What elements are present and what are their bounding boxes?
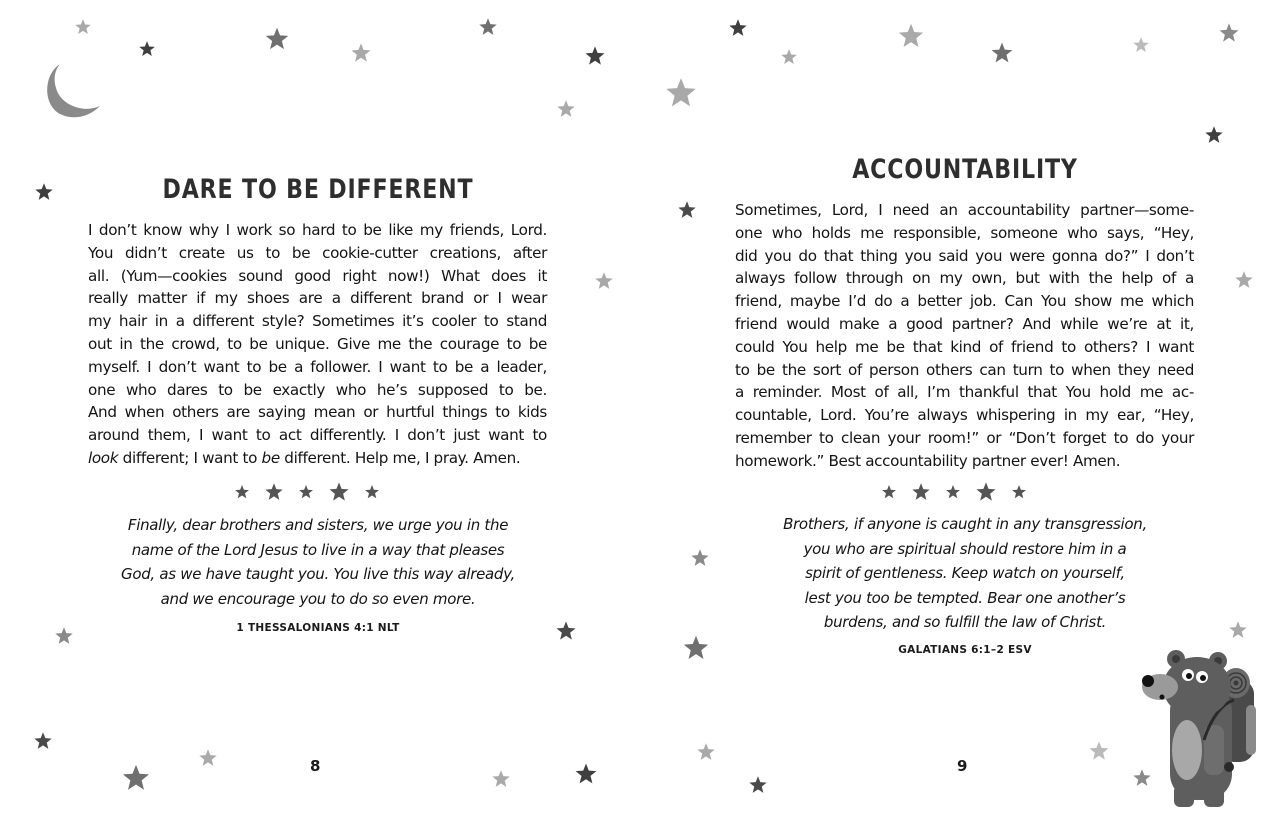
star-icon [911, 482, 931, 502]
star-icon [690, 548, 710, 568]
star-divider [234, 481, 380, 503]
body-line: friend, maybe I’d do a better job. Can You show me which [735, 292, 1194, 311]
body-line: could You help me be that kind of friend to others? I want [735, 337, 1194, 356]
star-icon [1204, 125, 1224, 145]
verse-line: Brothers, if anyone is caught in any transgression, [783, 515, 1147, 533]
body-line: I don’t know why I work so hard to be like my friends, Lord. [88, 221, 547, 239]
star-icon [975, 481, 997, 503]
moon-icon [40, 58, 104, 122]
scripture-reference: 1 THESSALONIANS 4:1 NLT [236, 622, 400, 634]
scripture-verse [735, 512, 1195, 635]
star-icon [1228, 620, 1248, 640]
bear-with-backpack-illustration [1142, 645, 1262, 810]
body-line: remember to clean your room!” or “Don’t forget to do your [735, 428, 1194, 447]
body-fragment: different; I want to [118, 448, 262, 467]
star-icon [556, 99, 576, 119]
body-line: And when others are saying mean or hurtful things to kids [88, 403, 547, 422]
star-icon [945, 484, 961, 500]
page-number: 9 [957, 757, 968, 775]
star-icon [350, 42, 372, 64]
star-icon [33, 731, 53, 751]
verse-line: name of the Lord Jesus to live in a way that pleases [131, 540, 505, 559]
star-icon [121, 763, 151, 793]
star-icon [234, 484, 250, 500]
star-icon [1132, 36, 1150, 54]
star-icon [990, 41, 1014, 65]
verse-line: God, as we have taught you. You live this way already, [121, 565, 515, 584]
emphasis-be: be [261, 448, 280, 467]
star-icon [478, 17, 498, 37]
verse-line: burdens, and so fulfill the law of Christ. [823, 613, 1107, 632]
body-line: countable, Lord. You’re always whispering in my ear, “Hey, [735, 406, 1194, 425]
body-line: myself. I don’t want to be a follower. I want to be a leader, [88, 357, 547, 376]
prayer-body [735, 199, 1194, 473]
star-divider [881, 481, 1027, 503]
scripture-verse [88, 513, 548, 611]
star-icon [780, 48, 798, 66]
star-icon [491, 769, 511, 789]
verse-line: spirit of gentleness. Keep watch on yourself, [805, 564, 1125, 583]
star-icon [664, 76, 698, 110]
star-icon [1011, 484, 1027, 500]
star-icon [677, 200, 697, 220]
star-icon [328, 481, 350, 503]
star-icon [881, 484, 897, 500]
star-icon [264, 26, 290, 52]
prayer-body [88, 219, 547, 470]
star-icon [1088, 740, 1110, 762]
star-icon [728, 18, 748, 38]
body-line: out in the crowd, to be unique. Give me the courage to be [88, 334, 547, 353]
star-icon [54, 626, 74, 646]
body-line: around them, I want to act differently. I don’t just want to [88, 426, 547, 445]
star-icon [584, 45, 606, 67]
body-line: a reminder. Most of all, I’m thankful that You hold me ac- [735, 383, 1194, 402]
body-line: always follow through on my own, but with the help of a [735, 269, 1194, 288]
verse-line: you who are spiritual should restore him in a [803, 539, 1127, 558]
star-icon [34, 182, 54, 202]
verse-line: and we encourage you to do so even more. [160, 589, 476, 608]
star-icon [364, 484, 380, 500]
body-line: one who dares to be exactly who he’s supposed to be. [88, 380, 547, 399]
star-icon [574, 762, 598, 786]
verse-line: Finally, dear brothers and sisters, we urge you in the [127, 516, 509, 534]
page-number: 8 [310, 757, 321, 775]
emphasis-look: look [88, 448, 119, 467]
page-title: ACCOUNTABILITY [852, 154, 1078, 185]
star-icon [1218, 22, 1240, 44]
body-line: homework.” Best accountability partner ever! Amen. [735, 451, 1121, 470]
body-line: You didn’t create us to be cookie-cutter creations, after [88, 243, 547, 262]
star-icon [264, 482, 284, 502]
scripture-reference: GALATIANS 6:1–2 ESV [898, 644, 1032, 656]
star-icon [594, 271, 614, 291]
body-fragment: different. Help me, I pray. Amen. [279, 448, 521, 467]
star-icon [897, 22, 925, 50]
body-line: to be the sort of person others can turn to when they need [735, 360, 1194, 379]
body-line: friend would make a good partner? And while we’re at it, [735, 314, 1194, 333]
body-line: really matter if my shoes are a different brand or I wear [88, 289, 547, 308]
body-line: did you do that thing you said you were gonna do?” I don’t [735, 246, 1194, 265]
body-line: Sometimes, Lord, I need an accountability partner—some- [735, 201, 1194, 219]
star-icon [748, 775, 768, 795]
body-line: all. (Yum—cookies sound good right now!) What does it [88, 266, 547, 285]
star-icon [555, 620, 577, 642]
star-icon [682, 634, 710, 662]
star-icon [1234, 270, 1254, 290]
body-line: one who holds me responsible, someone who says, “Hey, [735, 223, 1194, 242]
star-icon [198, 748, 218, 768]
verse-line: lest you too be tempted. Bear one another’s [804, 588, 1126, 607]
body-line: my hair in a different style? Sometimes it’s cooler to stand [88, 312, 547, 331]
page-title: DARE TO BE DIFFERENT [162, 174, 474, 205]
star-icon [74, 18, 92, 36]
star-icon [298, 484, 314, 500]
star-icon [138, 40, 156, 58]
star-icon [696, 742, 716, 762]
body-line [88, 447, 547, 470]
